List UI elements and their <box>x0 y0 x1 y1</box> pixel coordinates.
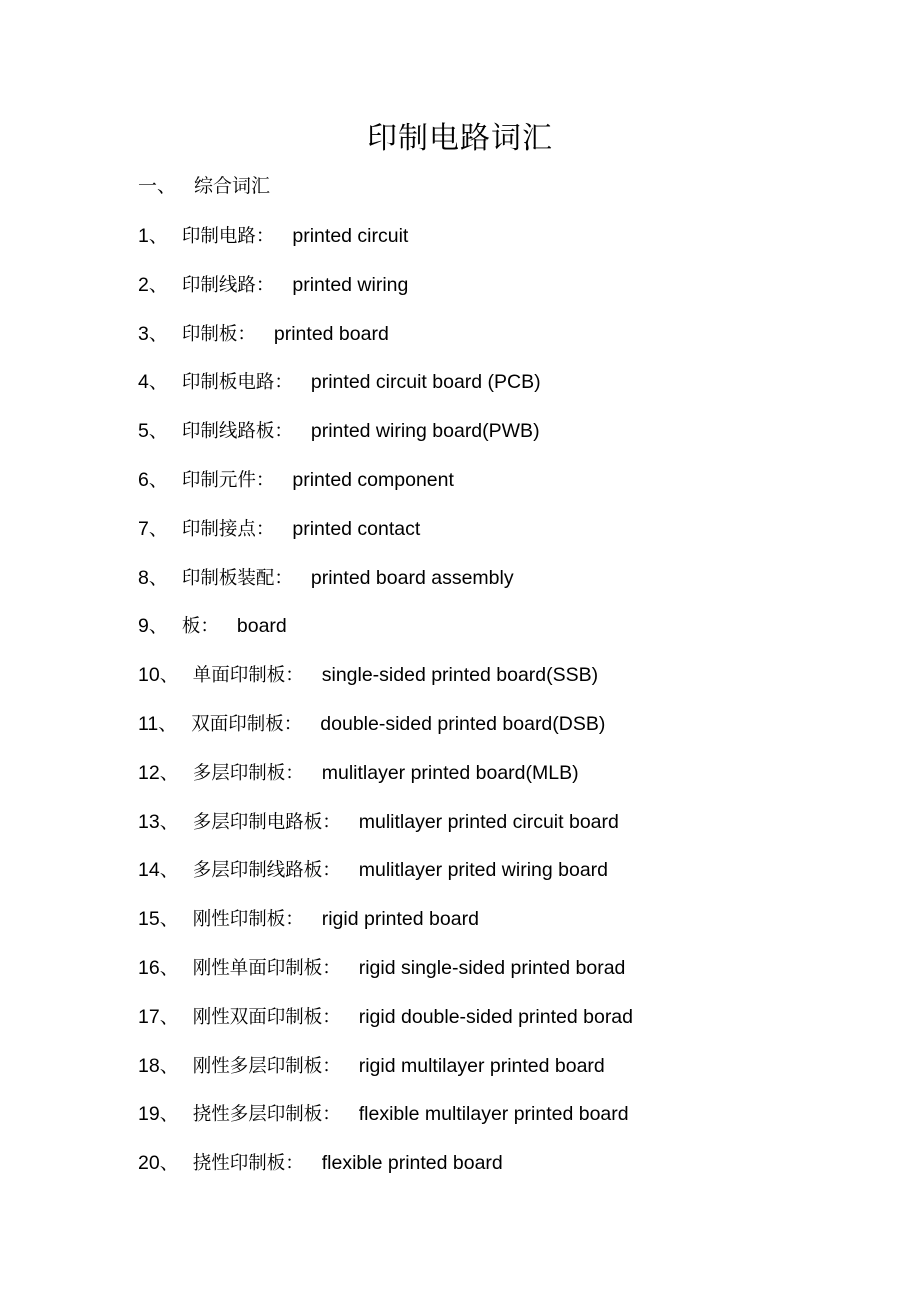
entry-number: 5 <box>138 420 149 443</box>
entry-number: 12 <box>138 761 160 784</box>
entry-separator: 、 <box>159 908 179 931</box>
entry-english-term: printed component <box>292 468 454 491</box>
entry-separator: 、 <box>159 810 179 833</box>
entry-separator: 、 <box>148 225 168 247</box>
vocabulary-entry <box>138 905 878 954</box>
entry-chinese-term: 单面印制板： <box>192 665 304 687</box>
vocabulary-entry <box>138 1149 878 1198</box>
entry-number: 13 <box>138 810 160 833</box>
entry-chinese-term: 多层印制电路板： <box>192 811 341 833</box>
entry-separator: 、 <box>159 1103 179 1126</box>
entry-english-term: single-sided printed board(SSB) <box>321 664 599 687</box>
entry-english-term: flexible printed board <box>321 1152 503 1175</box>
entry-chinese-term: 刚性印制板： <box>192 909 304 931</box>
vocabulary-entry <box>138 320 878 369</box>
section-heading <box>138 172 270 200</box>
vocabulary-entry <box>138 759 878 808</box>
entry-number: 15 <box>138 908 160 931</box>
entry-english-term: printed board <box>273 322 389 345</box>
entry-english-term: printed wiring board(PWB) <box>310 420 540 443</box>
entry-separator: 、 <box>148 566 168 589</box>
entry-number: 2 <box>138 273 149 296</box>
entry-separator: 、 <box>158 712 178 735</box>
entry-chinese-term: 印制电路： <box>181 226 275 247</box>
entry-separator: 、 <box>148 273 168 296</box>
vocabulary-entry <box>138 222 878 271</box>
entry-chinese-term: 印制板： <box>181 323 256 345</box>
entry-english-term: printed circuit <box>292 225 409 247</box>
entry-separator: 、 <box>159 859 179 882</box>
entry-separator: 、 <box>159 1152 179 1175</box>
entry-english-term: rigid printed board <box>321 908 479 931</box>
page-title: 印制电路词汇 <box>367 121 553 156</box>
entry-english-term: mulitlayer printed circuit board <box>358 810 619 833</box>
entry-english-term: mulitlayer prited wiring board <box>358 859 609 882</box>
vocabulary-entry <box>138 808 878 857</box>
entry-separator: 、 <box>148 322 168 345</box>
vocabulary-entry <box>138 710 878 759</box>
entry-chinese-term: 双面印制板： <box>191 713 303 735</box>
vocabulary-entry <box>138 1052 878 1101</box>
section-number: 一、 <box>138 175 177 197</box>
entry-number: 8 <box>138 566 149 589</box>
entry-chinese-term: 挠性印制板： <box>192 1153 304 1175</box>
entry-number: 1 <box>138 225 149 247</box>
entry-number: 6 <box>138 468 149 491</box>
vocabulary-entry <box>138 612 878 661</box>
entry-separator: 、 <box>148 420 168 443</box>
vocabulary-entry <box>138 368 878 417</box>
entry-separator: 、 <box>148 468 168 491</box>
entry-separator: 、 <box>148 371 168 394</box>
vocabulary-entry <box>138 661 878 710</box>
entry-number: 18 <box>138 1054 160 1077</box>
entry-english-term: printed board assembly <box>310 566 514 589</box>
entry-number: 9 <box>138 615 149 638</box>
entry-separator: 、 <box>159 664 179 687</box>
entry-chinese-term: 刚性双面印制板： <box>192 1006 341 1028</box>
vocabulary-entry <box>138 1100 878 1149</box>
vocabulary-entry <box>138 856 878 905</box>
entry-number: 3 <box>138 322 149 345</box>
entry-chinese-term: 多层印制板： <box>192 762 304 784</box>
vocabulary-entry <box>138 954 878 1003</box>
vocabulary-entry <box>138 417 878 466</box>
entry-english-term: board <box>236 615 287 638</box>
vocabulary-entry <box>138 1003 878 1052</box>
entry-chinese-term: 印制板电路： <box>181 372 293 394</box>
entry-number: 11 <box>138 712 159 735</box>
entry-separator: 、 <box>159 1005 179 1028</box>
entry-number: 14 <box>138 859 160 882</box>
entry-chinese-term: 印制线路板： <box>181 421 293 443</box>
entry-english-term: printed wiring <box>292 273 409 296</box>
entry-number: 7 <box>138 517 149 540</box>
entry-english-term: flexible multilayer printed board <box>358 1103 629 1126</box>
entry-number: 19 <box>138 1103 160 1126</box>
entry-chinese-term: 刚性多层印制板： <box>192 1055 341 1077</box>
entry-chinese-term: 印制线路： <box>181 274 275 296</box>
entry-english-term: rigid double-sided printed borad <box>358 1005 634 1028</box>
entry-chinese-term: 印制板装配： <box>181 567 293 589</box>
entry-number: 20 <box>138 1152 160 1175</box>
entry-chinese-term: 挠性多层印制板： <box>192 1104 341 1126</box>
vocabulary-entry <box>138 466 878 515</box>
entry-separator: 、 <box>148 615 168 638</box>
entry-chinese-term: 印制接点： <box>181 518 275 540</box>
vocabulary-entry <box>138 564 878 613</box>
vocabulary-list <box>138 222 878 1198</box>
entry-chinese-term: 多层印制线路板： <box>192 860 341 882</box>
entry-number: 4 <box>138 371 149 394</box>
entry-chinese-term: 印制元件： <box>181 469 275 491</box>
entry-separator: 、 <box>159 1054 179 1077</box>
entry-number: 17 <box>138 1005 160 1028</box>
entry-separator: 、 <box>159 956 179 979</box>
entry-english-term: rigid single-sided printed borad <box>358 956 626 979</box>
entry-separator: 、 <box>148 517 168 540</box>
entry-english-term: mulitlayer printed board(MLB) <box>321 761 579 784</box>
entry-number: 10 <box>138 664 160 687</box>
entry-chinese-term: 板： <box>181 616 219 638</box>
section-label: 综合词汇 <box>194 175 271 197</box>
entry-english-term: rigid multilayer printed board <box>358 1054 605 1077</box>
entry-chinese-term: 刚性单面印制板： <box>192 957 341 979</box>
entry-english-term: printed contact <box>292 517 421 540</box>
vocabulary-entry <box>138 515 878 564</box>
entry-separator: 、 <box>159 761 179 784</box>
entry-english-term: printed circuit board (PCB) <box>310 371 541 394</box>
entry-english-term: double-sided printed board(DSB) <box>320 712 606 735</box>
vocabulary-entry <box>138 271 878 320</box>
entry-number: 16 <box>138 956 160 979</box>
